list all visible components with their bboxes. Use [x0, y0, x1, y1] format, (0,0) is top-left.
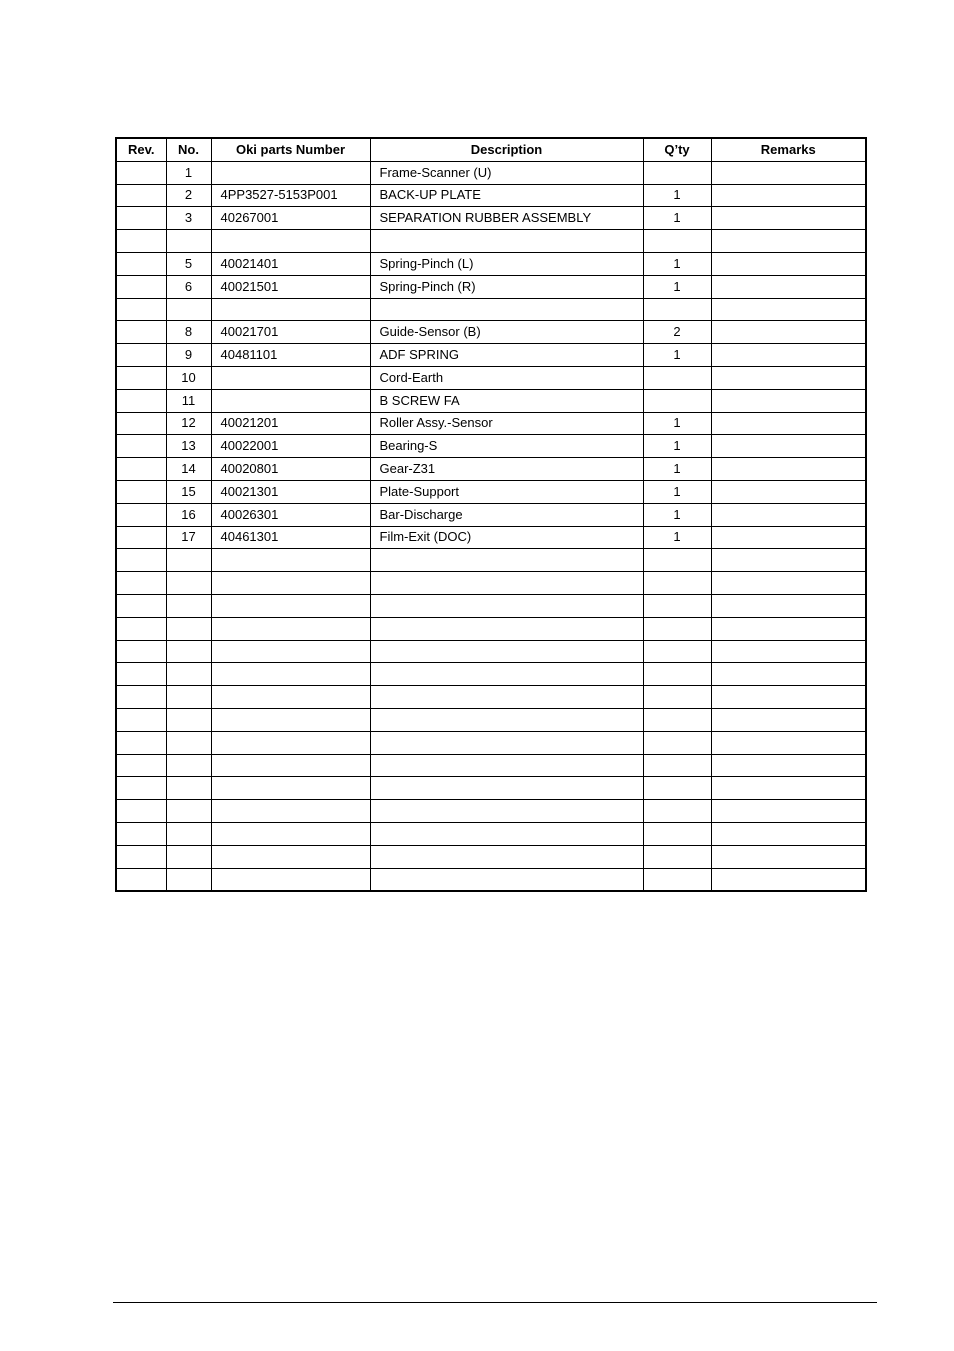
cell-no: [166, 777, 211, 800]
cell-part-number: [211, 731, 370, 754]
cell-rev: [116, 800, 166, 823]
cell-qty: 1: [643, 184, 711, 207]
table-row: [116, 754, 866, 777]
cell-part-number: [211, 754, 370, 777]
cell-description: Plate-Support: [370, 480, 643, 503]
cell-qty: 1: [643, 480, 711, 503]
table-row: [116, 868, 866, 891]
cell-description: [370, 754, 643, 777]
cell-remarks: [711, 731, 866, 754]
cell-no: 14: [166, 458, 211, 481]
cell-description: Spring-Pinch (R): [370, 275, 643, 298]
cell-qty: [643, 731, 711, 754]
cell-qty: [643, 868, 711, 891]
cell-description: SEPARATION RUBBER ASSEMBLY: [370, 207, 643, 230]
cell-rev: [116, 868, 166, 891]
table-row: [116, 207, 866, 230]
cell-description: BACK-UP PLATE: [370, 184, 643, 207]
cell-no: [166, 845, 211, 868]
cell-no: [166, 549, 211, 572]
cell-description: [370, 731, 643, 754]
cell-no: 17: [166, 526, 211, 549]
cell-rev: [116, 526, 166, 549]
cell-part-number: [211, 366, 370, 389]
cell-part-number: [211, 777, 370, 800]
cell-description: [370, 800, 643, 823]
header-qty: Q’ty: [643, 138, 711, 161]
footer-rule: [113, 1302, 877, 1303]
cell-rev: [116, 731, 166, 754]
table-row: [116, 845, 866, 868]
cell-rev: [116, 822, 166, 845]
parts-table-body: [116, 161, 866, 891]
cell-rev: [116, 572, 166, 595]
cell-remarks: [711, 298, 866, 321]
cell-rev: [116, 298, 166, 321]
table-row: [116, 366, 866, 389]
cell-part-number: [211, 389, 370, 412]
table-row: [116, 161, 866, 184]
table-header-row: [116, 138, 866, 161]
cell-no: [166, 663, 211, 686]
parts-table: [115, 137, 867, 892]
cell-no: 11: [166, 389, 211, 412]
table-row: [116, 230, 866, 253]
cell-qty: 1: [643, 207, 711, 230]
cell-rev: [116, 230, 166, 253]
cell-description: Bearing-S: [370, 435, 643, 458]
header-description: Description: [370, 138, 643, 161]
cell-qty: [643, 617, 711, 640]
table-row: [116, 572, 866, 595]
cell-no: 2: [166, 184, 211, 207]
table-row: [116, 708, 866, 731]
cell-rev: [116, 366, 166, 389]
cell-description: Cord-Earth: [370, 366, 643, 389]
cell-part-number: 40461301: [211, 526, 370, 549]
cell-no: [166, 617, 211, 640]
cell-part-number: [211, 549, 370, 572]
table-row: [116, 503, 866, 526]
cell-part-number: 40021201: [211, 412, 370, 435]
cell-qty: [643, 686, 711, 709]
cell-part-number: 40021301: [211, 480, 370, 503]
cell-qty: 1: [643, 435, 711, 458]
cell-remarks: [711, 458, 866, 481]
cell-no: 9: [166, 344, 211, 367]
cell-description: [370, 708, 643, 731]
cell-rev: [116, 708, 166, 731]
table-row: [116, 252, 866, 275]
cell-remarks: [711, 822, 866, 845]
table-row: [116, 731, 866, 754]
cell-remarks: [711, 572, 866, 595]
cell-no: [166, 731, 211, 754]
cell-description: Bar-Discharge: [370, 503, 643, 526]
cell-remarks: [711, 503, 866, 526]
cell-description: B SCREW FA: [370, 389, 643, 412]
cell-rev: [116, 845, 166, 868]
cell-qty: [643, 708, 711, 731]
cell-no: [166, 230, 211, 253]
cell-remarks: [711, 252, 866, 275]
cell-qty: 1: [643, 458, 711, 481]
table-row: [116, 321, 866, 344]
cell-no: 16: [166, 503, 211, 526]
cell-qty: [643, 822, 711, 845]
cell-part-number: [211, 161, 370, 184]
cell-remarks: [711, 344, 866, 367]
cell-no: 13: [166, 435, 211, 458]
cell-no: 12: [166, 412, 211, 435]
cell-rev: [116, 389, 166, 412]
cell-description: Spring-Pinch (L): [370, 252, 643, 275]
cell-remarks: [711, 663, 866, 686]
table-row: [116, 777, 866, 800]
cell-remarks: [711, 686, 866, 709]
cell-remarks: [711, 845, 866, 868]
cell-part-number: [211, 230, 370, 253]
cell-remarks: [711, 617, 866, 640]
table-row: [116, 184, 866, 207]
cell-part-number: [211, 708, 370, 731]
cell-qty: [643, 298, 711, 321]
cell-qty: [643, 754, 711, 777]
cell-rev: [116, 503, 166, 526]
header-part-number: Oki parts Number: [211, 138, 370, 161]
cell-rev: [116, 686, 166, 709]
table-row: [116, 640, 866, 663]
cell-qty: [643, 366, 711, 389]
cell-remarks: [711, 480, 866, 503]
cell-description: Frame-Scanner (U): [370, 161, 643, 184]
cell-qty: [643, 572, 711, 595]
header-rev: Rev.: [116, 138, 166, 161]
cell-description: Guide-Sensor (B): [370, 321, 643, 344]
cell-part-number: 40022001: [211, 435, 370, 458]
cell-part-number: 40026301: [211, 503, 370, 526]
table-row: [116, 822, 866, 845]
cell-description: [370, 298, 643, 321]
table-row: [116, 526, 866, 549]
cell-remarks: [711, 754, 866, 777]
cell-no: 1: [166, 161, 211, 184]
cell-rev: [116, 344, 166, 367]
cell-remarks: [711, 366, 866, 389]
cell-rev: [116, 412, 166, 435]
cell-description: [370, 549, 643, 572]
cell-rev: [116, 321, 166, 344]
table-row: [116, 686, 866, 709]
cell-rev: [116, 275, 166, 298]
table-row: [116, 480, 866, 503]
cell-no: [166, 708, 211, 731]
cell-qty: 1: [643, 412, 711, 435]
cell-rev: [116, 458, 166, 481]
cell-qty: [643, 230, 711, 253]
cell-qty: 1: [643, 252, 711, 275]
table-row: [116, 275, 866, 298]
cell-qty: 1: [643, 275, 711, 298]
cell-rev: [116, 617, 166, 640]
cell-qty: 1: [643, 344, 711, 367]
cell-remarks: [711, 230, 866, 253]
cell-part-number: [211, 800, 370, 823]
cell-part-number: 40021701: [211, 321, 370, 344]
cell-part-number: 40267001: [211, 207, 370, 230]
cell-description: [370, 572, 643, 595]
table-row: [116, 389, 866, 412]
table-row: [116, 298, 866, 321]
cell-remarks: [711, 184, 866, 207]
header-remarks: Remarks: [711, 138, 866, 161]
cell-no: [166, 640, 211, 663]
cell-remarks: [711, 708, 866, 731]
cell-qty: [643, 640, 711, 663]
cell-remarks: [711, 800, 866, 823]
table-row: [116, 412, 866, 435]
cell-qty: [643, 161, 711, 184]
table-row: [116, 617, 866, 640]
table-row: [116, 594, 866, 617]
cell-rev: [116, 640, 166, 663]
cell-description: [370, 845, 643, 868]
cell-no: [166, 572, 211, 595]
cell-remarks: [711, 435, 866, 458]
cell-part-number: [211, 686, 370, 709]
cell-remarks: [711, 207, 866, 230]
cell-remarks: [711, 321, 866, 344]
table-row: [116, 549, 866, 572]
cell-description: [370, 777, 643, 800]
cell-qty: [643, 389, 711, 412]
cell-remarks: [711, 526, 866, 549]
cell-description: [370, 230, 643, 253]
cell-part-number: [211, 572, 370, 595]
cell-rev: [116, 161, 166, 184]
cell-remarks: [711, 640, 866, 663]
cell-part-number: [211, 617, 370, 640]
cell-no: 6: [166, 275, 211, 298]
cell-description: ADF SPRING: [370, 344, 643, 367]
cell-no: [166, 822, 211, 845]
table-row: [116, 663, 866, 686]
cell-description: [370, 640, 643, 663]
cell-remarks: [711, 868, 866, 891]
cell-rev: [116, 754, 166, 777]
cell-no: [166, 754, 211, 777]
cell-rev: [116, 777, 166, 800]
cell-qty: [643, 800, 711, 823]
cell-qty: [643, 777, 711, 800]
table-row: [116, 800, 866, 823]
cell-qty: 1: [643, 503, 711, 526]
cell-part-number: [211, 298, 370, 321]
cell-description: [370, 663, 643, 686]
table-row: [116, 435, 866, 458]
cell-description: Roller Assy.-Sensor: [370, 412, 643, 435]
cell-no: 5: [166, 252, 211, 275]
cell-rev: [116, 594, 166, 617]
cell-description: [370, 617, 643, 640]
cell-description: [370, 594, 643, 617]
cell-no: 10: [166, 366, 211, 389]
cell-rev: [116, 435, 166, 458]
table-row: [116, 344, 866, 367]
cell-part-number: 4PP3527-5153P001: [211, 184, 370, 207]
cell-part-number: 40481101: [211, 344, 370, 367]
cell-no: 8: [166, 321, 211, 344]
cell-rev: [116, 184, 166, 207]
cell-description: [370, 868, 643, 891]
cell-no: [166, 800, 211, 823]
cell-remarks: [711, 275, 866, 298]
cell-rev: [116, 480, 166, 503]
cell-qty: [643, 549, 711, 572]
cell-remarks: [711, 549, 866, 572]
cell-part-number: 40020801: [211, 458, 370, 481]
cell-part-number: [211, 594, 370, 617]
cell-qty: [643, 663, 711, 686]
cell-remarks: [711, 161, 866, 184]
cell-qty: 2: [643, 321, 711, 344]
cell-description: Film-Exit (DOC): [370, 526, 643, 549]
cell-no: 15: [166, 480, 211, 503]
cell-part-number: [211, 822, 370, 845]
cell-description: [370, 686, 643, 709]
cell-rev: [116, 663, 166, 686]
cell-remarks: [711, 389, 866, 412]
cell-part-number: 40021401: [211, 252, 370, 275]
cell-remarks: [711, 777, 866, 800]
cell-no: [166, 868, 211, 891]
cell-part-number: 40021501: [211, 275, 370, 298]
cell-rev: [116, 252, 166, 275]
cell-no: 3: [166, 207, 211, 230]
cell-rev: [116, 549, 166, 572]
cell-rev: [116, 207, 166, 230]
cell-no: [166, 298, 211, 321]
cell-qty: 1: [643, 526, 711, 549]
cell-qty: [643, 845, 711, 868]
cell-part-number: [211, 640, 370, 663]
cell-part-number: [211, 845, 370, 868]
cell-no: [166, 594, 211, 617]
cell-part-number: [211, 868, 370, 891]
cell-qty: [643, 594, 711, 617]
table-row: [116, 458, 866, 481]
cell-no: [166, 686, 211, 709]
header-no: No.: [166, 138, 211, 161]
cell-remarks: [711, 594, 866, 617]
cell-part-number: [211, 663, 370, 686]
cell-description: [370, 822, 643, 845]
cell-remarks: [711, 412, 866, 435]
cell-description: Gear-Z31: [370, 458, 643, 481]
